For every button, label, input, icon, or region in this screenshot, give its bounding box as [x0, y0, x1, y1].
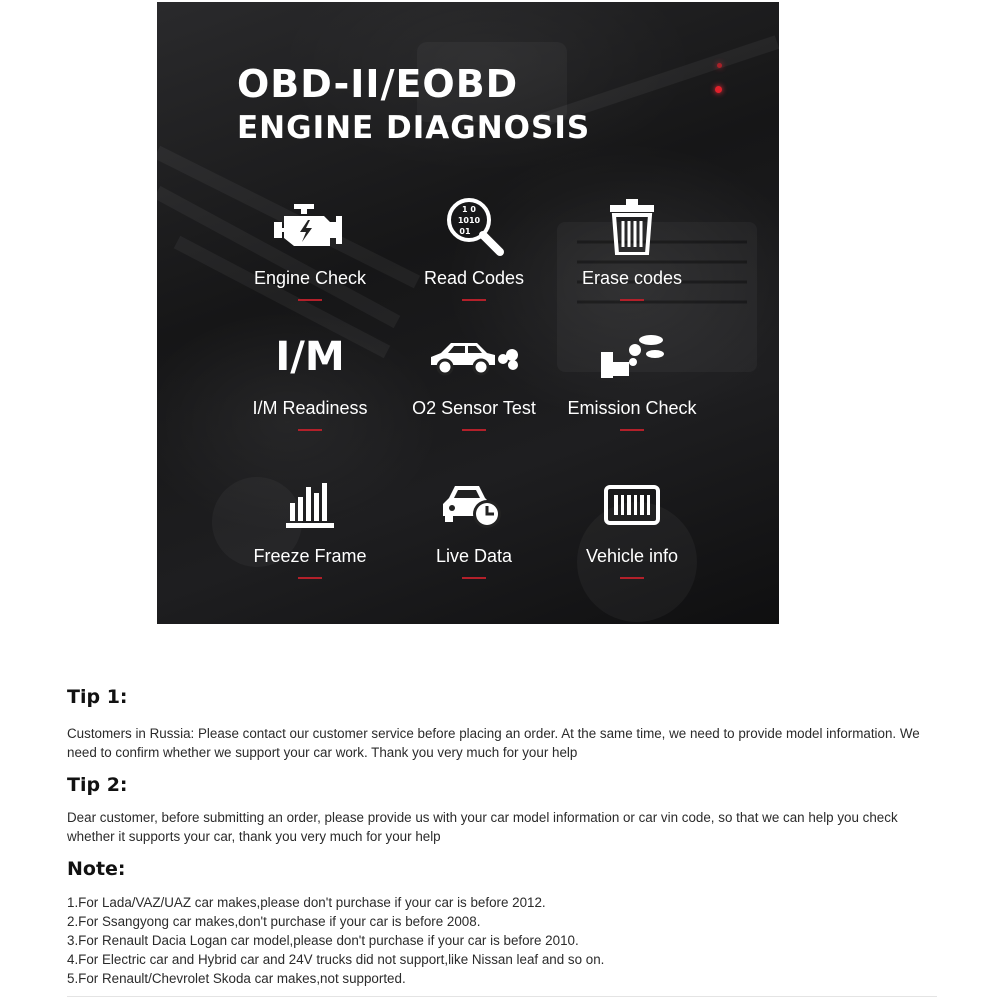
- feature-emission-check: [547, 322, 717, 431]
- binary-text: 1010: [457, 216, 481, 225]
- note-item: 1.For Lada/VAZ/UAZ car makes,please don't purchase if your car is before 2012.: [67, 895, 546, 910]
- feature-label: Read Codes: [423, 268, 525, 288]
- feature-underline: [298, 299, 322, 301]
- feature-underline: [462, 577, 486, 579]
- note-item: 4.For Electric car and Hybrid car and 24V trucks did not support,like Nissan leaf and so on.: [67, 952, 605, 967]
- feature-live-data: [389, 470, 559, 579]
- feature-label: O2 Sensor Test: [412, 398, 536, 418]
- feature-underline: [620, 577, 644, 579]
- feature-read-codes: [389, 192, 559, 301]
- exhaust-pipe-icon: [547, 322, 717, 392]
- feature-freeze-frame: [225, 470, 395, 579]
- trash-icon: [547, 192, 717, 262]
- note-item: 3.For Renault Dacia Logan car model,please don't purchase if your car is before 2010.: [67, 933, 579, 948]
- car-clock-icon: [389, 470, 559, 540]
- feature-label: Engine Check: [253, 268, 367, 288]
- feature-o2-sensor-test: [389, 322, 559, 431]
- note-item: 2.For Ssangyong car makes,don't purchase if your car is before 2008.: [67, 914, 481, 929]
- note-item: 5.For Renault/Chevrolet Skoda car makes,not supported.: [67, 971, 406, 986]
- vin-barcode-icon: [547, 470, 717, 540]
- feature-label: Live Data: [435, 546, 513, 566]
- feature-erase-codes: [547, 192, 717, 301]
- im-icon-text: I/M: [275, 334, 345, 380]
- banner-title: [237, 62, 590, 150]
- feature-label: I/M Readiness: [252, 398, 368, 418]
- bar-chart-icon: [225, 470, 395, 540]
- feature-underline: [620, 299, 644, 301]
- feature-label: Freeze Frame: [253, 546, 367, 566]
- feature-underline: [298, 577, 322, 579]
- binary-text: 1 0: [462, 205, 476, 214]
- banner-title-line1: OBD-II/EOBD: [237, 62, 519, 106]
- divider: [67, 996, 937, 997]
- tip-body: Dear customer, before submitting an order, please provide us with your car model information or car vin code, so that we can help you check whether it supports your car, thank you very much for your help: [67, 810, 898, 844]
- feature-im-readiness: [225, 322, 395, 431]
- binary-text: 01: [459, 227, 471, 236]
- tip-heading: Tip 2:: [67, 774, 128, 796]
- feature-underline: [620, 429, 644, 431]
- indicator-led: [717, 63, 722, 68]
- feature-underline: [298, 429, 322, 431]
- note-list: [67, 893, 604, 988]
- tip-heading: Tip 1:: [67, 686, 128, 708]
- note-heading: Note:: [67, 858, 126, 880]
- indicator-led: [715, 86, 722, 93]
- feature-vehicle-info: [547, 470, 717, 579]
- feature-underline: [462, 429, 486, 431]
- feature-label: Emission Check: [567, 398, 697, 418]
- banner-title-line2: ENGINE DIAGNOSIS: [237, 110, 591, 146]
- tip-body: Customers in Russia: Please contact our customer service before placing an order. At the same time, we need to provide model information. We need to confirm whether we support your car work. Thank you very much for your help: [67, 726, 920, 760]
- car-exhaust-icon: [389, 322, 559, 392]
- feature-label: Erase codes: [581, 268, 683, 288]
- engine-icon: [225, 192, 395, 262]
- product-banner: [157, 2, 779, 624]
- im-icon: [225, 322, 395, 392]
- feature-label: Vehicle info: [585, 546, 679, 566]
- feature-engine-check: [225, 192, 395, 301]
- magnifier-binary-icon: [389, 192, 559, 262]
- feature-underline: [462, 299, 486, 301]
